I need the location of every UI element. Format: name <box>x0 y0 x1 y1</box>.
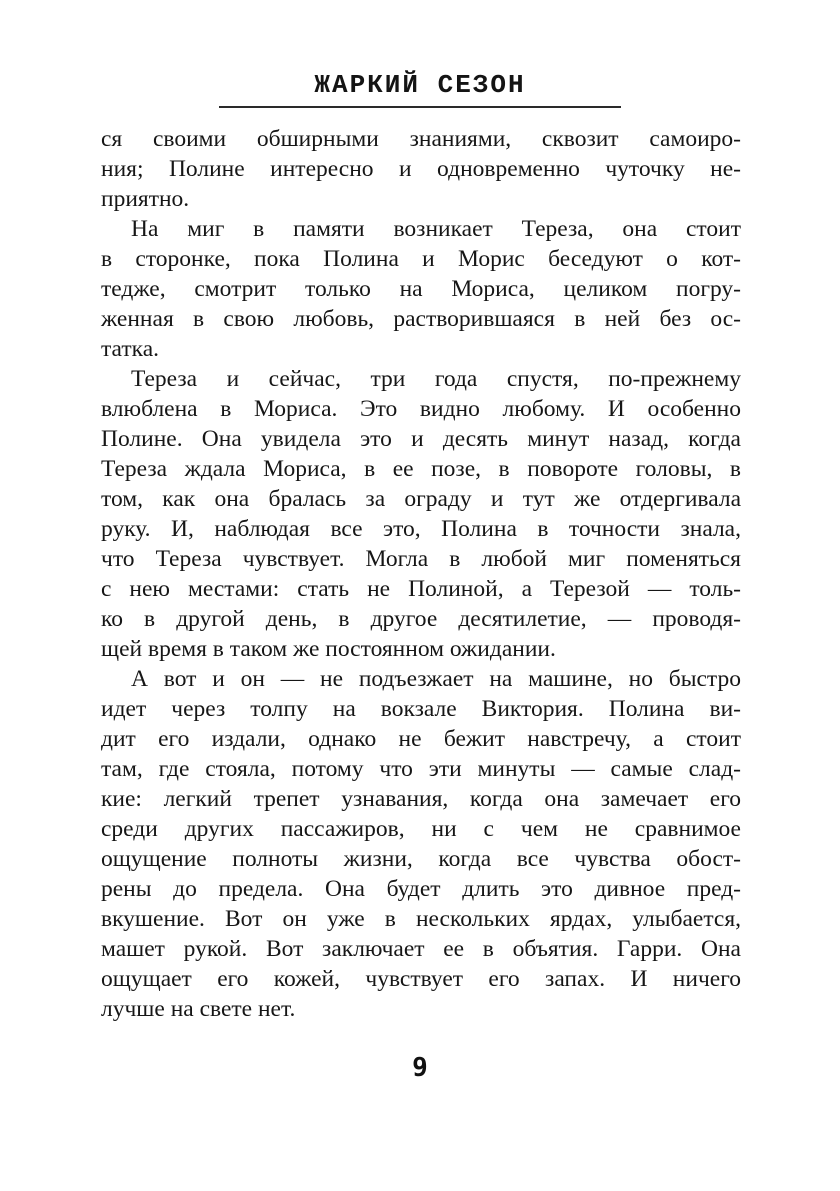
text-line: там, где стояла, потому что эти минуты — самые слад- <box>101 756 741 782</box>
text-line: лучше на свете нет. <box>101 996 296 1022</box>
text-line: влюблена в Мориса. Это видно любому. И особенно <box>101 396 741 422</box>
page-body <box>101 124 741 1024</box>
text-line: Тереза и сейчас, три года спустя, по-прежнему <box>131 366 741 392</box>
text-line: в сторонке, пока Полина и Морис беседуют о кот- <box>101 246 741 272</box>
page-number: 9 <box>412 1053 428 1083</box>
text-line: что Тереза чувствует. Могла в любой миг поменяться <box>101 546 741 572</box>
text-line: ощущение полноты жизни, когда все чувства обост- <box>101 846 741 872</box>
text-line: ощущает его кожей, чувствует его запах. И ничего <box>101 966 741 992</box>
text-line: руку. И, наблюдая все это, Полина в точности знала, <box>101 516 741 542</box>
text-line: ко в другой день, в другое десятилетие, — проводя- <box>101 606 741 632</box>
text-line: женная в свою любовь, растворившаяся в ней без ос- <box>101 306 741 332</box>
text-line: кие: легкий трепет узнавания, когда она замечает его <box>101 786 741 812</box>
text-line: Тереза ждала Мориса, в ее позе, в повороте головы, в <box>101 456 741 482</box>
text-line: На миг в памяти возникает Тереза, она стоит <box>131 216 741 242</box>
text-line: рены до предела. Она будет длить это дивное пред- <box>101 876 741 902</box>
text-line: ся своими обширными знаниями, сквозит самоиро- <box>101 126 741 152</box>
text-line: вкушение. Вот он уже в нескольких ярдах, улыбается, <box>101 906 741 932</box>
text-line: с нею местами: стать не Полиной, а Терезой — толь- <box>101 576 741 602</box>
text-line: тедже, смотрит только на Мориса, целиком погру- <box>101 276 741 302</box>
text-line: А вот и он — не подъезжает на машине, но быстро <box>131 666 741 692</box>
text-line: том, как она бралась за ограду и тут же отдергивала <box>101 486 741 512</box>
text-line: приятно. <box>101 186 190 212</box>
running-head-title: ЖАРКИЙ СЕЗОН <box>314 70 526 100</box>
text-line: машет рукой. Вот заключает ее в объятия. Гарри. Она <box>101 936 741 962</box>
text-line: дит его издали, однако не бежит навстречу, а стоит <box>101 726 741 752</box>
text-line: идет через толпу на вокзале Виктория. Полина ви- <box>101 696 741 722</box>
text-line: ния; Полине интересно и одновременно чуточку не- <box>101 156 741 182</box>
header-rule <box>219 106 621 108</box>
text-line: щей время в таком же постоянном ожидании. <box>101 636 556 662</box>
text-line: среди других пассажиров, ни с чем не сравнимое <box>101 816 741 842</box>
text-line: Полине. Она увидела это и десять минут назад, когда <box>101 426 741 452</box>
text-line: татка. <box>101 336 160 362</box>
